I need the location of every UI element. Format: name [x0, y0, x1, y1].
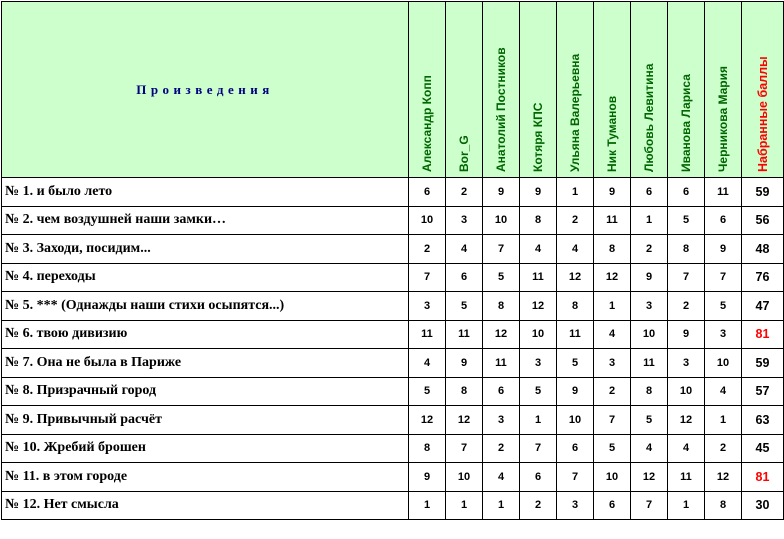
- score-cell: 2: [705, 434, 742, 463]
- score-cell: 5: [668, 206, 705, 235]
- work-title: № 12. Нет смысла: [2, 491, 409, 520]
- score-cell: 5: [483, 263, 520, 292]
- score-cell: 11: [557, 320, 594, 349]
- work-title: № 8. Призрачный город: [2, 377, 409, 406]
- score-cell: 5: [446, 292, 483, 321]
- score-cell: 6: [668, 178, 705, 207]
- score-cell: 12: [594, 263, 631, 292]
- work-title: № 4. переходы: [2, 263, 409, 292]
- table-row: [2, 491, 784, 520]
- table-row: [2, 206, 784, 235]
- work-title: № 6. твою дивизию: [2, 320, 409, 349]
- table-row: [2, 406, 784, 435]
- score-cell: 5: [631, 406, 668, 435]
- score-cell: 4: [483, 463, 520, 492]
- score-cell: 6: [594, 491, 631, 520]
- score-cell: 4: [520, 235, 557, 264]
- score-cell: 11: [483, 349, 520, 378]
- score-cell: 7: [705, 263, 742, 292]
- score-cell: 7: [557, 463, 594, 492]
- score-cell: 6: [631, 178, 668, 207]
- total-cell: 81: [742, 463, 784, 492]
- score-cell: 12: [631, 463, 668, 492]
- table-row: [2, 235, 784, 264]
- score-cell: 4: [409, 349, 446, 378]
- score-cell: 2: [520, 491, 557, 520]
- judge-header: Ульяна Валерьевна: [557, 2, 594, 178]
- score-cell: 10: [705, 349, 742, 378]
- work-title: № 11. в этом городе: [2, 463, 409, 492]
- total-cell: 47: [742, 292, 784, 321]
- score-cell: 8: [631, 377, 668, 406]
- score-cell: 12: [446, 406, 483, 435]
- score-cell: 11: [520, 263, 557, 292]
- results-table: [1, 1, 784, 520]
- score-cell: 12: [520, 292, 557, 321]
- total-cell: 45: [742, 434, 784, 463]
- score-cell: 12: [668, 406, 705, 435]
- score-cell: 7: [520, 434, 557, 463]
- score-cell: 10: [483, 206, 520, 235]
- score-cell: 11: [668, 463, 705, 492]
- judge-header: Ник Туманов: [594, 2, 631, 178]
- score-cell: 8: [668, 235, 705, 264]
- judge-header: Александр Копп: [409, 2, 446, 178]
- score-cell: 3: [409, 292, 446, 321]
- score-cell: 6: [557, 434, 594, 463]
- score-cell: 10: [557, 406, 594, 435]
- score-cell: 8: [409, 434, 446, 463]
- score-cell: 9: [705, 235, 742, 264]
- total-cell: 59: [742, 349, 784, 378]
- score-cell: 8: [520, 206, 557, 235]
- score-cell: 6: [483, 377, 520, 406]
- score-cell: 10: [594, 463, 631, 492]
- table-row: [2, 434, 784, 463]
- score-cell: 2: [557, 206, 594, 235]
- score-cell: 6: [520, 463, 557, 492]
- score-cell: 4: [668, 434, 705, 463]
- score-cell: 9: [409, 463, 446, 492]
- score-cell: 9: [557, 377, 594, 406]
- total-cell: 81: [742, 320, 784, 349]
- total-cell: 76: [742, 263, 784, 292]
- score-cell: 3: [557, 491, 594, 520]
- score-cell: 3: [594, 349, 631, 378]
- score-cell: 1: [409, 491, 446, 520]
- total-header: Набранные баллы: [742, 2, 784, 178]
- score-cell: 2: [594, 377, 631, 406]
- work-title: № 7. Она не была в Париже: [2, 349, 409, 378]
- score-cell: 10: [409, 206, 446, 235]
- score-cell: 5: [409, 377, 446, 406]
- score-cell: 1: [446, 491, 483, 520]
- total-cell: 57: [742, 377, 784, 406]
- work-title: № 9. Привычный расчёт: [2, 406, 409, 435]
- score-cell: 8: [557, 292, 594, 321]
- score-cell: 6: [409, 178, 446, 207]
- table-row: [2, 292, 784, 321]
- score-cell: 11: [631, 349, 668, 378]
- header-row: [2, 2, 784, 178]
- score-cell: 2: [668, 292, 705, 321]
- judge-header: Анатолий Постников: [483, 2, 520, 178]
- table-row: [2, 463, 784, 492]
- score-cell: 4: [631, 434, 668, 463]
- work-title: № 5. *** (Однажды наши стихи осыпятся...): [2, 292, 409, 321]
- score-cell: 7: [668, 263, 705, 292]
- total-cell: 59: [742, 178, 784, 207]
- score-cell: 12: [557, 263, 594, 292]
- score-cell: 3: [520, 349, 557, 378]
- work-title: № 1. и было лето: [2, 178, 409, 207]
- works-column-header: [2, 2, 409, 178]
- score-cell: 7: [631, 491, 668, 520]
- score-cell: 10: [668, 377, 705, 406]
- judge-header: Bor_G: [446, 2, 483, 178]
- score-cell: 1: [668, 491, 705, 520]
- score-cell: 11: [594, 206, 631, 235]
- score-cell: 6: [446, 263, 483, 292]
- score-cell: 8: [483, 292, 520, 321]
- score-cell: 1: [520, 406, 557, 435]
- work-title: № 3. Заходи, посидим...: [2, 235, 409, 264]
- score-cell: 5: [594, 434, 631, 463]
- work-title: № 2. чем воздушней наши замки…: [2, 206, 409, 235]
- score-cell: 1: [483, 491, 520, 520]
- score-cell: 9: [446, 349, 483, 378]
- score-cell: 3: [705, 320, 742, 349]
- score-cell: 7: [409, 263, 446, 292]
- table-row: [2, 349, 784, 378]
- score-cell: 5: [557, 349, 594, 378]
- score-cell: 1: [557, 178, 594, 207]
- total-cell: 63: [742, 406, 784, 435]
- score-cell: 4: [594, 320, 631, 349]
- score-cell: 11: [705, 178, 742, 207]
- score-cell: 4: [557, 235, 594, 264]
- score-cell: 5: [705, 292, 742, 321]
- score-cell: 12: [409, 406, 446, 435]
- judge-header: Котяря КПС: [520, 2, 557, 178]
- total-cell: 56: [742, 206, 784, 235]
- score-cell: 2: [409, 235, 446, 264]
- score-cell: 12: [483, 320, 520, 349]
- works-title: Произведения: [136, 81, 274, 97]
- score-cell: 11: [409, 320, 446, 349]
- score-cell: 8: [705, 491, 742, 520]
- score-cell: 9: [520, 178, 557, 207]
- score-cell: 7: [594, 406, 631, 435]
- score-cell: 7: [446, 434, 483, 463]
- table-row: [2, 320, 784, 349]
- score-cell: 4: [705, 377, 742, 406]
- score-cell: 11: [446, 320, 483, 349]
- table-row: [2, 263, 784, 292]
- score-cell: 5: [520, 377, 557, 406]
- table-row: [2, 377, 784, 406]
- results-body: [2, 178, 784, 520]
- score-cell: 3: [631, 292, 668, 321]
- score-cell: 1: [631, 206, 668, 235]
- score-cell: 3: [668, 349, 705, 378]
- score-cell: 9: [483, 178, 520, 207]
- work-title: № 10. Жребий брошен: [2, 434, 409, 463]
- score-cell: 9: [594, 178, 631, 207]
- score-cell: 3: [483, 406, 520, 435]
- score-cell: 10: [446, 463, 483, 492]
- total-cell: 30: [742, 491, 784, 520]
- score-cell: 9: [668, 320, 705, 349]
- score-cell: 1: [705, 406, 742, 435]
- score-cell: 2: [446, 178, 483, 207]
- total-cell: 48: [742, 235, 784, 264]
- score-cell: 4: [446, 235, 483, 264]
- score-cell: 3: [446, 206, 483, 235]
- score-cell: 12: [705, 463, 742, 492]
- score-cell: 10: [631, 320, 668, 349]
- score-cell: 1: [594, 292, 631, 321]
- judge-header: Любовь Левитина: [631, 2, 668, 178]
- score-cell: 10: [520, 320, 557, 349]
- score-cell: 6: [705, 206, 742, 235]
- judge-header: Иванова Лариса: [668, 2, 705, 178]
- score-cell: 8: [594, 235, 631, 264]
- score-cell: 9: [631, 263, 668, 292]
- score-cell: 2: [631, 235, 668, 264]
- score-cell: 8: [446, 377, 483, 406]
- score-cell: 2: [483, 434, 520, 463]
- judge-header: Черникова Мария: [705, 2, 742, 178]
- table-row: [2, 178, 784, 207]
- score-cell: 7: [483, 235, 520, 264]
